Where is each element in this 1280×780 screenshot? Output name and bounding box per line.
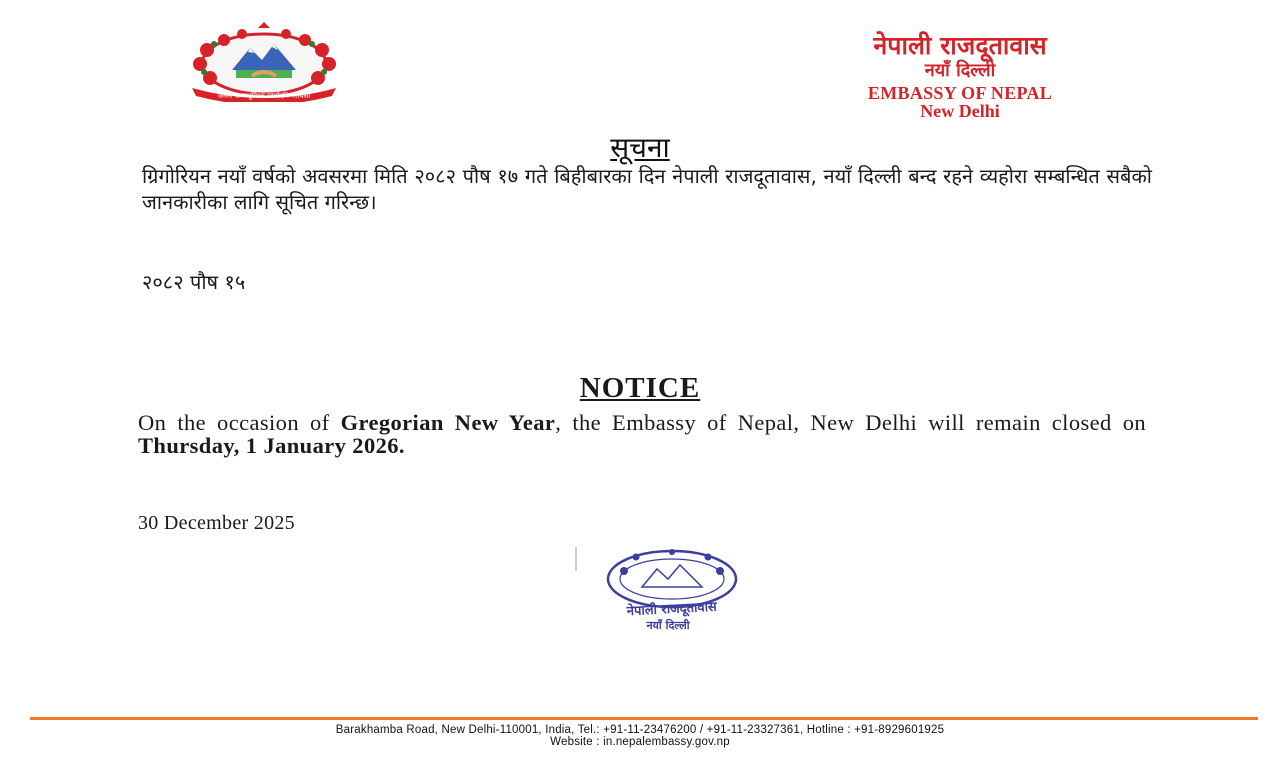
body-bold-date: Thursday, 1 January 2026. bbox=[138, 433, 405, 458]
svg-text:जननी जन्मभूमिश्च स्वर्गादपि गर: जननी जन्मभूमिश्च स्वर्गादपि गरीयसी bbox=[217, 92, 311, 100]
footer-address: Barakhamba Road, New Delhi-110001, India, Tel.: +91-11-23476200 / +91-11-23327361, Hotline : +91-8929601925 bbox=[335, 724, 945, 736]
letterhead-title bbox=[750, 32, 1170, 120]
embassy-name-nepali: नेपाली राजदूतावास bbox=[873, 31, 1047, 60]
notice-title-nepali: सूचना bbox=[610, 131, 670, 164]
nepal-emblem-icon bbox=[162, 22, 367, 102]
embassy-city-nepali: नयाँ दिल्ली bbox=[924, 60, 996, 81]
notice-body-nepali: ग्रिगोरियन नयाँ वर्षको अवसरमा मिति २०८२ पौष १७ गते बिहीबारका दिन नेपाली राजदूतावास, नयाँ दिल्ली बन्द रहने व्यहोरा सम्बन्धित सबैको जानकारीका लागि सूचित गरिन्छ। bbox=[142, 164, 1152, 214]
notice-title-english: NOTICE bbox=[579, 372, 701, 404]
footer-website: Website : in.nepalembassy.gov.np bbox=[550, 736, 730, 748]
notice-date-english: 30 December 2025 bbox=[138, 512, 295, 534]
stamp-text-line1: नेपाली राजदूतावास bbox=[626, 599, 718, 620]
body-bold-holiday: Gregorian New Year bbox=[340, 410, 556, 435]
footer bbox=[0, 724, 1280, 748]
notice-date-nepali: २०८२ पौष १५ bbox=[142, 270, 246, 294]
body-text-1: On the occasion of bbox=[138, 410, 341, 435]
embassy-seal-stamp-icon bbox=[572, 545, 772, 635]
footer-divider bbox=[30, 717, 1258, 720]
embassy-city-english: New Delhi bbox=[920, 101, 1000, 121]
stamp-text-line2: नयाँ दिल्ली bbox=[646, 619, 690, 632]
embassy-name-english: EMBASSY OF NEPAL bbox=[867, 83, 1053, 103]
notice-body-english bbox=[138, 411, 1146, 457]
body-text-2: , the Embassy of Nepal, New Delhi will remain closed on bbox=[555, 410, 1146, 435]
